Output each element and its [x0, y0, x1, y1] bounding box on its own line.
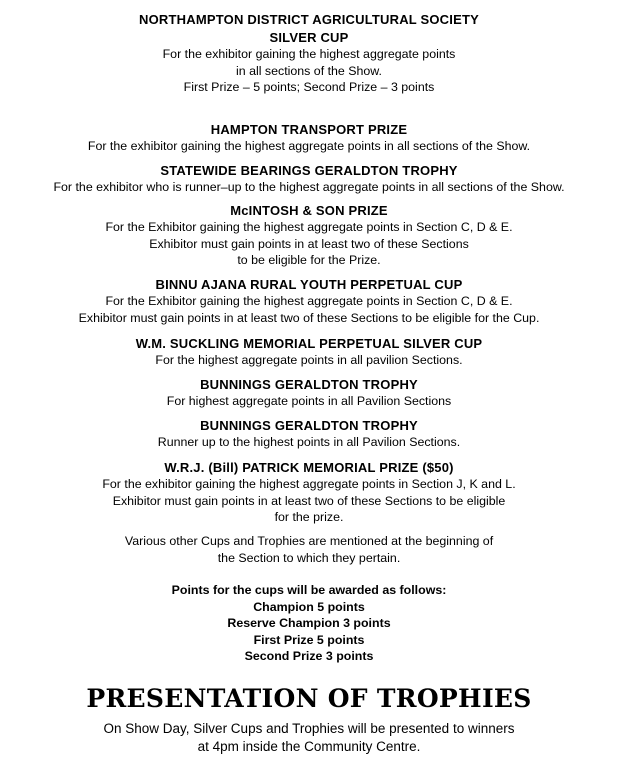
prize-section	[0, 203, 618, 269]
description-line: For the Exhibitor gaining the highest aggregate points in Section C, D & E.	[105, 220, 513, 234]
description-line: For the exhibitor who is runner–up to the highest aggregate points in all sections of the Show.	[53, 180, 565, 194]
description-line: in all sections of the Show.	[235, 63, 383, 78]
society-title: NORTHAMPTON DISTRICT AGRICULTURAL SOCIETY	[139, 12, 479, 27]
silver-cup-title: SILVER CUP	[269, 30, 349, 45]
prize-title: McINTOSH & SON PRIZE	[230, 203, 388, 218]
points-item: First Prize 5 points	[253, 632, 365, 647]
description-line: For the exhibitor gaining the highest aggregate points in all sections of the Show.	[87, 139, 531, 153]
description-line: Exhibitor must gain points in at least two of these Sections to be eligible	[112, 493, 506, 508]
description-line: to be eligible for the Prize.	[237, 253, 381, 267]
prize-section	[0, 277, 618, 326]
prize-title: STATEWIDE BEARINGS GERALDTON TROPHY	[160, 163, 458, 178]
points-section	[0, 582, 618, 665]
description-line: Runner up to the highest points in all Pavilion Sections.	[157, 435, 461, 449]
prize-title: W.R.J. (Bill) PATRICK MEMORIAL PRIZE ($50)	[164, 460, 454, 475]
description-line: For the exhibitor gaining the highest aggregate points	[162, 47, 456, 61]
presentation-line: On Show Day, Silver Cups and Trophies will be presented to winners	[103, 721, 515, 736]
other-cups-note	[0, 533, 618, 566]
prize-title: W.M. SUCKLING MEMORIAL PERPETUAL SILVER CUP	[135, 336, 483, 351]
points-item: Reserve Champion 3 points	[227, 616, 391, 630]
prize-section	[0, 460, 618, 526]
prize-section	[0, 377, 618, 410]
prize-title: BUNNINGS GERALDTON TROPHY	[200, 418, 418, 433]
prize-title: BINNU AJANA RURAL YOUTH PERPETUAL CUP	[155, 277, 463, 292]
presentation-line: at 4pm inside the Community Centre.	[197, 738, 421, 754]
points-item: Second Prize 3 points	[244, 649, 374, 663]
description-line: First Prize – 5 points; Second Prize – 3 points	[183, 80, 435, 94]
description-line: For the highest aggregate points in all pavilion Sections.	[155, 353, 463, 367]
description-line: for the prize.	[274, 510, 344, 524]
description-line: For highest aggregate points in all Pavilion Sections	[166, 394, 452, 408]
society-silver-cup-section	[0, 12, 618, 96]
prize-section	[0, 122, 618, 155]
points-heading: Points for the cups will be awarded as follows:	[171, 583, 447, 597]
prize-title: BUNNINGS GERALDTON TROPHY	[200, 377, 418, 392]
prize-section	[0, 418, 618, 451]
description-line: Exhibitor must gain points in at least two of these Sections to be eligible for the Cup.	[78, 310, 540, 325]
prize-section	[0, 336, 618, 369]
presentation-title: PRESENTATION OF TROPHIES	[86, 684, 532, 713]
prize-section	[0, 163, 618, 196]
description-line: the Section to which they pertain.	[217, 550, 401, 565]
prize-title: HAMPTON TRANSPORT PRIZE	[210, 122, 408, 137]
description-line: Exhibitor must gain points in at least two of these Sections	[149, 236, 469, 251]
description-line: For the Exhibitor gaining the highest aggregate points in Section C, D & E.	[105, 294, 513, 308]
points-item: Champion 5 points	[253, 599, 365, 614]
description-line: Various other Cups and Trophies are mentioned at the beginning of	[124, 534, 494, 548]
description-line: For the exhibitor gaining the highest aggregate points in Section J, K and L.	[102, 477, 516, 491]
presentation-section	[0, 684, 618, 755]
